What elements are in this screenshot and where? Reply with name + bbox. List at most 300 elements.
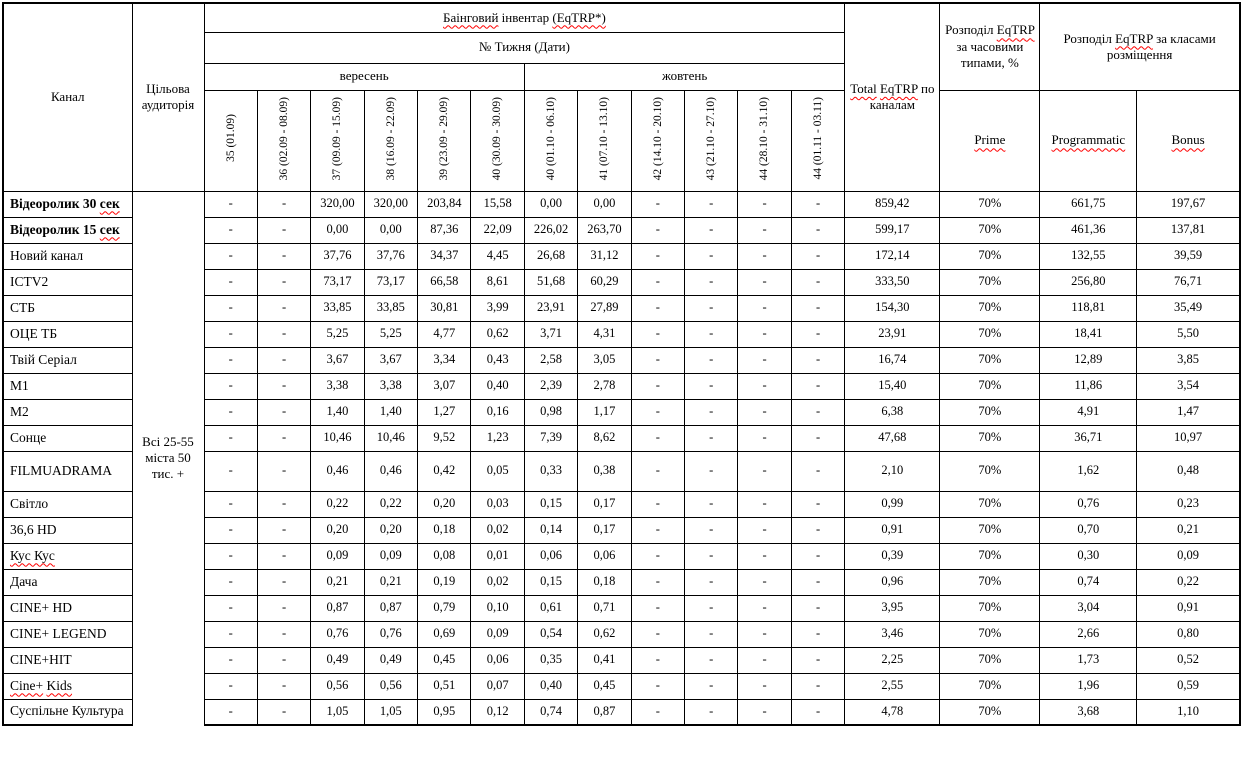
week-value-cell: 0,87 bbox=[578, 699, 631, 725]
text-segment: ОЦЕ ТБ bbox=[10, 325, 58, 341]
text-segment: Розподіл bbox=[945, 22, 997, 38]
bonus-cell: 10,97 bbox=[1137, 425, 1240, 451]
prime-share-cell: 70% bbox=[940, 243, 1040, 269]
week-value-cell: - bbox=[631, 425, 684, 451]
week-value-cell: 0,76 bbox=[364, 621, 417, 647]
week-value-cell: - bbox=[204, 399, 257, 425]
week-value-cell: 34,37 bbox=[418, 243, 471, 269]
text-segment: CINE+ HD bbox=[10, 599, 72, 615]
header-buying-inventory bbox=[204, 3, 845, 32]
week-value-cell: - bbox=[738, 399, 791, 425]
week-label: 40 (01.10 - 06.10) bbox=[544, 96, 557, 181]
week-value-cell: - bbox=[204, 569, 257, 595]
week-value-cell: 4,77 bbox=[418, 321, 471, 347]
week-value-cell: 0,02 bbox=[471, 517, 524, 543]
week-value-cell: 5,25 bbox=[364, 321, 417, 347]
prime-share-cell: 70% bbox=[940, 321, 1040, 347]
week-value-cell: - bbox=[685, 321, 738, 347]
week-value-cell: - bbox=[738, 321, 791, 347]
bonus-cell: 0,80 bbox=[1137, 621, 1240, 647]
week-value-cell: - bbox=[685, 491, 738, 517]
bonus-cell: 35,49 bbox=[1137, 295, 1240, 321]
header-channel: Канал bbox=[3, 3, 132, 191]
week-label: 42 (14.10 - 20.10) bbox=[651, 96, 664, 181]
prime-share-cell: 70% bbox=[940, 673, 1040, 699]
week-value-cell: 203,84 bbox=[418, 191, 471, 217]
header-week-2 bbox=[311, 90, 364, 191]
programmatic-cell: 4,91 bbox=[1040, 399, 1137, 425]
week-value-cell: 0,21 bbox=[364, 569, 417, 595]
programmatic-cell: 661,75 bbox=[1040, 191, 1137, 217]
programmatic-cell: 1,62 bbox=[1040, 451, 1137, 491]
week-value-cell: - bbox=[791, 399, 845, 425]
week-value-cell: - bbox=[738, 491, 791, 517]
week-value-cell: 0,10 bbox=[471, 595, 524, 621]
week-value-cell: - bbox=[791, 295, 845, 321]
week-value-cell: 0,51 bbox=[418, 673, 471, 699]
programmatic-cell: 0,74 bbox=[1040, 569, 1137, 595]
week-value-cell: - bbox=[204, 451, 257, 491]
total-cell: 0,99 bbox=[845, 491, 940, 517]
week-value-cell: - bbox=[791, 543, 845, 569]
bonus-cell: 0,09 bbox=[1137, 543, 1240, 569]
header-month-september: вересень bbox=[204, 63, 524, 90]
week-value-cell: - bbox=[791, 243, 845, 269]
prime-share-cell: 70% bbox=[940, 699, 1040, 725]
total-cell: 154,30 bbox=[845, 295, 940, 321]
week-value-cell: 0,61 bbox=[524, 595, 577, 621]
text-segment: Відеоролик 30 bbox=[10, 195, 100, 211]
week-value-cell: 0,03 bbox=[471, 491, 524, 517]
week-value-cell: - bbox=[738, 373, 791, 399]
week-value-cell: 3,71 bbox=[524, 321, 577, 347]
total-cell: 47,68 bbox=[845, 425, 940, 451]
week-value-cell: 60,29 bbox=[578, 269, 631, 295]
prime-share-cell: 70% bbox=[940, 425, 1040, 451]
week-value-cell: - bbox=[204, 517, 257, 543]
week-value-cell: - bbox=[631, 491, 684, 517]
week-value-cell: - bbox=[791, 517, 845, 543]
week-value-cell: - bbox=[738, 517, 791, 543]
programmatic-cell: 0,76 bbox=[1040, 491, 1137, 517]
week-value-cell: 0,17 bbox=[578, 491, 631, 517]
header-eqtrp-time-types bbox=[940, 3, 1040, 90]
week-value-cell: - bbox=[204, 647, 257, 673]
week-value-cell: - bbox=[738, 269, 791, 295]
week-value-cell: - bbox=[685, 699, 738, 725]
header-week-7 bbox=[578, 90, 631, 191]
week-value-cell: 320,00 bbox=[364, 191, 417, 217]
channel-name-cell bbox=[3, 451, 132, 491]
week-value-cell: - bbox=[738, 347, 791, 373]
week-value-cell: 3,38 bbox=[311, 373, 364, 399]
week-value-cell: - bbox=[257, 321, 310, 347]
week-value-cell: - bbox=[257, 373, 310, 399]
week-value-cell: - bbox=[631, 347, 684, 373]
week-value-cell: 2,39 bbox=[524, 373, 577, 399]
week-value-cell: - bbox=[631, 699, 684, 725]
text-segment: М2 bbox=[10, 403, 29, 419]
week-value-cell: 263,70 bbox=[578, 217, 631, 243]
week-value-cell: 0,69 bbox=[418, 621, 471, 647]
week-value-cell: 0,06 bbox=[471, 647, 524, 673]
week-value-cell: 10,46 bbox=[364, 425, 417, 451]
week-value-cell: 73,17 bbox=[311, 269, 364, 295]
week-value-cell: 66,58 bbox=[418, 269, 471, 295]
text-segment: 36,6 HD bbox=[10, 521, 57, 537]
header-week-4 bbox=[418, 90, 471, 191]
week-value-cell: 0,49 bbox=[364, 647, 417, 673]
week-value-cell: - bbox=[631, 373, 684, 399]
channel-name-cell bbox=[3, 347, 132, 373]
week-value-cell: - bbox=[738, 621, 791, 647]
header-prime bbox=[940, 90, 1040, 191]
week-value-cell: 0,20 bbox=[418, 491, 471, 517]
programmatic-cell: 118,81 bbox=[1040, 295, 1137, 321]
channel-name-cell bbox=[3, 399, 132, 425]
week-value-cell: - bbox=[631, 621, 684, 647]
header-week-3 bbox=[364, 90, 417, 191]
prime-share-cell: 70% bbox=[940, 269, 1040, 295]
week-value-cell: - bbox=[685, 347, 738, 373]
week-value-cell: - bbox=[204, 321, 257, 347]
total-cell: 4,78 bbox=[845, 699, 940, 725]
week-value-cell: 3,99 bbox=[471, 295, 524, 321]
week-value-cell: 0,05 bbox=[471, 451, 524, 491]
week-value-cell: 4,45 bbox=[471, 243, 524, 269]
week-value-cell: 73,17 bbox=[364, 269, 417, 295]
text-segment: по каналам bbox=[869, 81, 935, 113]
week-value-cell: - bbox=[738, 425, 791, 451]
total-cell: 3,46 bbox=[845, 621, 940, 647]
week-value-cell: - bbox=[685, 621, 738, 647]
week-value-cell: 1,05 bbox=[364, 699, 417, 725]
channel-name-cell bbox=[3, 621, 132, 647]
week-value-cell: 0,01 bbox=[471, 543, 524, 569]
week-value-cell: 0,19 bbox=[418, 569, 471, 595]
text-segment: М1 bbox=[10, 377, 29, 393]
week-value-cell: - bbox=[685, 425, 738, 451]
week-value-cell: - bbox=[204, 543, 257, 569]
week-value-cell: - bbox=[257, 295, 310, 321]
bonus-cell: 76,71 bbox=[1137, 269, 1240, 295]
week-value-cell: 0,00 bbox=[311, 217, 364, 243]
programmatic-cell: 1,73 bbox=[1040, 647, 1137, 673]
week-value-cell: - bbox=[738, 217, 791, 243]
week-value-cell: 0,87 bbox=[311, 595, 364, 621]
total-cell: 3,95 bbox=[845, 595, 940, 621]
week-value-cell: 26,68 bbox=[524, 243, 577, 269]
prime-share-cell: 70% bbox=[940, 373, 1040, 399]
week-label: 40 (30.09 - 30.09) bbox=[491, 96, 504, 181]
week-value-cell: - bbox=[685, 295, 738, 321]
header-eqtrp-placement-classes bbox=[1040, 3, 1240, 90]
week-value-cell: 1,17 bbox=[578, 399, 631, 425]
week-value-cell: - bbox=[204, 243, 257, 269]
week-value-cell: - bbox=[257, 647, 310, 673]
prime-share-cell: 70% bbox=[940, 217, 1040, 243]
week-value-cell: - bbox=[738, 191, 791, 217]
total-cell: 2,25 bbox=[845, 647, 940, 673]
week-value-cell: 1,23 bbox=[471, 425, 524, 451]
header-week-dates: № Тижня (Дати) bbox=[204, 32, 845, 63]
week-value-cell: 0,33 bbox=[524, 451, 577, 491]
week-value-cell: 0,06 bbox=[578, 543, 631, 569]
programmatic-cell: 2,66 bbox=[1040, 621, 1137, 647]
header-bonus bbox=[1137, 90, 1240, 191]
programmatic-cell: 1,96 bbox=[1040, 673, 1137, 699]
prime-share-cell: 70% bbox=[940, 451, 1040, 491]
week-value-cell: - bbox=[257, 621, 310, 647]
week-value-cell: 0,45 bbox=[578, 673, 631, 699]
week-value-cell: 0,98 bbox=[524, 399, 577, 425]
week-value-cell: 37,76 bbox=[311, 243, 364, 269]
week-value-cell: - bbox=[257, 217, 310, 243]
week-value-cell: - bbox=[738, 451, 791, 491]
week-value-cell: - bbox=[791, 425, 845, 451]
week-value-cell: 8,62 bbox=[578, 425, 631, 451]
week-label: 37 (09.09 - 15.09) bbox=[331, 96, 344, 181]
week-value-cell: 0,18 bbox=[578, 569, 631, 595]
week-value-cell: 0,02 bbox=[471, 569, 524, 595]
week-value-cell: 0,12 bbox=[471, 699, 524, 725]
week-value-cell: 0,87 bbox=[364, 595, 417, 621]
week-value-cell: 1,05 bbox=[311, 699, 364, 725]
prime-share-cell: 70% bbox=[940, 647, 1040, 673]
week-value-cell: 0,00 bbox=[578, 191, 631, 217]
week-value-cell: - bbox=[631, 569, 684, 595]
week-value-cell: - bbox=[257, 191, 310, 217]
prime-share-cell: 70% bbox=[940, 543, 1040, 569]
week-value-cell: 0,22 bbox=[311, 491, 364, 517]
week-value-cell: - bbox=[631, 595, 684, 621]
table-body bbox=[3, 191, 1240, 725]
week-value-cell: 10,46 bbox=[311, 425, 364, 451]
target-audience-cell: Всі 25-55 міста 50 тис. + bbox=[132, 191, 204, 725]
week-label: 44 (01.11 - 03.11) bbox=[811, 97, 824, 180]
week-value-cell: - bbox=[685, 399, 738, 425]
week-value-cell: 0,40 bbox=[471, 373, 524, 399]
week-value-cell: - bbox=[685, 243, 738, 269]
misspelled-word: Баінговий bbox=[443, 9, 499, 25]
week-value-cell: 7,39 bbox=[524, 425, 577, 451]
week-value-cell: 0,21 bbox=[311, 569, 364, 595]
week-value-cell: 0,09 bbox=[311, 543, 364, 569]
bonus-cell: 3,54 bbox=[1137, 373, 1240, 399]
week-value-cell: - bbox=[685, 217, 738, 243]
bonus-cell: 3,85 bbox=[1137, 347, 1240, 373]
week-value-cell: 0,17 bbox=[578, 517, 631, 543]
channel-name-cell bbox=[3, 295, 132, 321]
week-value-cell: - bbox=[631, 321, 684, 347]
text-segment: Відеоролик 15 bbox=[10, 221, 100, 237]
week-value-cell: - bbox=[204, 295, 257, 321]
header-programmatic bbox=[1040, 90, 1137, 191]
programmatic-cell: 18,41 bbox=[1040, 321, 1137, 347]
prime-share-cell: 70% bbox=[940, 295, 1040, 321]
week-value-cell: - bbox=[738, 295, 791, 321]
header-month-october: жовтень bbox=[524, 63, 845, 90]
week-value-cell: - bbox=[791, 491, 845, 517]
week-value-cell: - bbox=[631, 243, 684, 269]
header-week-8 bbox=[631, 90, 684, 191]
total-cell: 2,10 bbox=[845, 451, 940, 491]
misspelled-word: сек bbox=[99, 195, 120, 211]
week-value-cell: - bbox=[685, 595, 738, 621]
week-value-cell: - bbox=[738, 699, 791, 725]
text-segment: за часовими типами, % bbox=[956, 38, 1024, 70]
misspelled-word: Programmatic bbox=[1051, 132, 1126, 148]
week-value-cell: 4,31 bbox=[578, 321, 631, 347]
week-value-cell: - bbox=[685, 517, 738, 543]
week-value-cell: - bbox=[791, 347, 845, 373]
misspelled-word: EqTRP bbox=[879, 81, 918, 96]
week-value-cell: - bbox=[204, 491, 257, 517]
programmatic-cell: 132,55 bbox=[1040, 243, 1137, 269]
week-value-cell: 0,41 bbox=[578, 647, 631, 673]
week-value-cell: - bbox=[257, 673, 310, 699]
week-value-cell: 2,78 bbox=[578, 373, 631, 399]
week-value-cell: - bbox=[631, 647, 684, 673]
week-value-cell: 0,09 bbox=[364, 543, 417, 569]
week-label: 43 (21.10 - 27.10) bbox=[705, 96, 718, 181]
text-segment: Новий канал bbox=[10, 247, 84, 263]
week-value-cell: - bbox=[791, 595, 845, 621]
week-label: 35 (01.09) bbox=[224, 114, 237, 163]
total-cell: 172,14 bbox=[845, 243, 940, 269]
week-label: 44 (28.10 - 31.10) bbox=[758, 96, 771, 181]
week-value-cell: - bbox=[204, 621, 257, 647]
week-value-cell: 0,07 bbox=[471, 673, 524, 699]
week-value-cell: - bbox=[204, 191, 257, 217]
week-value-cell: 0,16 bbox=[471, 399, 524, 425]
bonus-cell: 0,22 bbox=[1137, 569, 1240, 595]
header-week-9 bbox=[685, 90, 738, 191]
week-value-cell: - bbox=[791, 699, 845, 725]
text-segment: ICTV2 bbox=[10, 273, 49, 289]
text-segment: інвентар bbox=[498, 9, 553, 25]
misspelled-word: Prime bbox=[974, 132, 1006, 148]
week-value-cell: 0,62 bbox=[471, 321, 524, 347]
channel-name-cell bbox=[3, 321, 132, 347]
prime-share-cell: 70% bbox=[940, 491, 1040, 517]
programmatic-cell: 0,70 bbox=[1040, 517, 1137, 543]
week-value-cell: 0,56 bbox=[311, 673, 364, 699]
week-value-cell: 0,18 bbox=[418, 517, 471, 543]
total-cell: 859,42 bbox=[845, 191, 940, 217]
misspelled-word: (EqTRP*) bbox=[552, 9, 606, 25]
week-value-cell: 23,91 bbox=[524, 295, 577, 321]
week-value-cell: - bbox=[257, 243, 310, 269]
header-week-6 bbox=[524, 90, 577, 191]
prime-share-cell: 70% bbox=[940, 399, 1040, 425]
programmatic-cell: 3,68 bbox=[1040, 699, 1137, 725]
week-value-cell: - bbox=[204, 269, 257, 295]
week-value-cell: - bbox=[257, 569, 310, 595]
week-value-cell: - bbox=[685, 269, 738, 295]
week-value-cell: - bbox=[204, 373, 257, 399]
week-value-cell: 9,52 bbox=[418, 425, 471, 451]
bonus-cell: 0,21 bbox=[1137, 517, 1240, 543]
week-value-cell: - bbox=[257, 269, 310, 295]
total-cell: 6,38 bbox=[845, 399, 940, 425]
week-value-cell: 0,22 bbox=[364, 491, 417, 517]
programmatic-cell: 36,71 bbox=[1040, 425, 1137, 451]
text-segment: Розподіл bbox=[1063, 30, 1116, 46]
week-value-cell: 0,20 bbox=[311, 517, 364, 543]
week-value-cell: 22,09 bbox=[471, 217, 524, 243]
week-value-cell: 0,08 bbox=[418, 543, 471, 569]
week-value-cell: - bbox=[685, 191, 738, 217]
channel-name-cell bbox=[3, 517, 132, 543]
week-label: 41 (07.10 - 13.10) bbox=[598, 96, 611, 181]
week-value-cell: 27,89 bbox=[578, 295, 631, 321]
week-value-cell: - bbox=[738, 673, 791, 699]
week-value-cell: 0,15 bbox=[524, 569, 577, 595]
week-value-cell: - bbox=[631, 269, 684, 295]
week-value-cell: 0,00 bbox=[364, 217, 417, 243]
prime-share-cell: 70% bbox=[940, 621, 1040, 647]
week-value-cell: - bbox=[257, 399, 310, 425]
header-week-11 bbox=[791, 90, 845, 191]
misspelled-word: Total bbox=[850, 81, 877, 96]
week-value-cell: 33,85 bbox=[364, 295, 417, 321]
week-value-cell: 51,68 bbox=[524, 269, 577, 295]
week-value-cell: - bbox=[204, 595, 257, 621]
bonus-cell: 0,23 bbox=[1137, 491, 1240, 517]
bonus-cell: 1,47 bbox=[1137, 399, 1240, 425]
week-value-cell: - bbox=[257, 517, 310, 543]
programmatic-cell: 12,89 bbox=[1040, 347, 1137, 373]
week-value-cell: - bbox=[738, 569, 791, 595]
channel-name-cell bbox=[3, 425, 132, 451]
channel-name-cell bbox=[3, 647, 132, 673]
week-value-cell: 320,00 bbox=[311, 191, 364, 217]
week-value-cell: 0,20 bbox=[364, 517, 417, 543]
week-value-cell: 0,56 bbox=[364, 673, 417, 699]
week-value-cell: 0,46 bbox=[364, 451, 417, 491]
bonus-cell: 0,48 bbox=[1137, 451, 1240, 491]
channel-name-cell bbox=[3, 569, 132, 595]
week-value-cell: 0,45 bbox=[418, 647, 471, 673]
week-value-cell: - bbox=[791, 373, 845, 399]
week-value-cell: - bbox=[791, 217, 845, 243]
total-cell: 23,91 bbox=[845, 321, 940, 347]
table-row bbox=[3, 191, 1240, 217]
week-value-cell: 0,35 bbox=[524, 647, 577, 673]
week-value-cell: 0,42 bbox=[418, 451, 471, 491]
week-value-cell: 3,67 bbox=[311, 347, 364, 373]
week-value-cell: 33,85 bbox=[311, 295, 364, 321]
programmatic-cell: 256,80 bbox=[1040, 269, 1137, 295]
bonus-cell: 137,81 bbox=[1137, 217, 1240, 243]
week-value-cell: - bbox=[257, 425, 310, 451]
week-value-cell: - bbox=[631, 399, 684, 425]
week-value-cell: 1,40 bbox=[311, 399, 364, 425]
table-header bbox=[3, 3, 1240, 191]
week-value-cell: 15,58 bbox=[471, 191, 524, 217]
total-cell: 16,74 bbox=[845, 347, 940, 373]
week-value-cell: 3,38 bbox=[364, 373, 417, 399]
text-segment: Дача bbox=[10, 573, 38, 589]
week-value-cell: 0,62 bbox=[578, 621, 631, 647]
week-value-cell: - bbox=[685, 569, 738, 595]
week-value-cell: - bbox=[631, 295, 684, 321]
week-value-cell: - bbox=[204, 673, 257, 699]
prime-share-cell: 70% bbox=[940, 569, 1040, 595]
week-value-cell: - bbox=[791, 451, 845, 491]
week-value-cell: - bbox=[685, 373, 738, 399]
